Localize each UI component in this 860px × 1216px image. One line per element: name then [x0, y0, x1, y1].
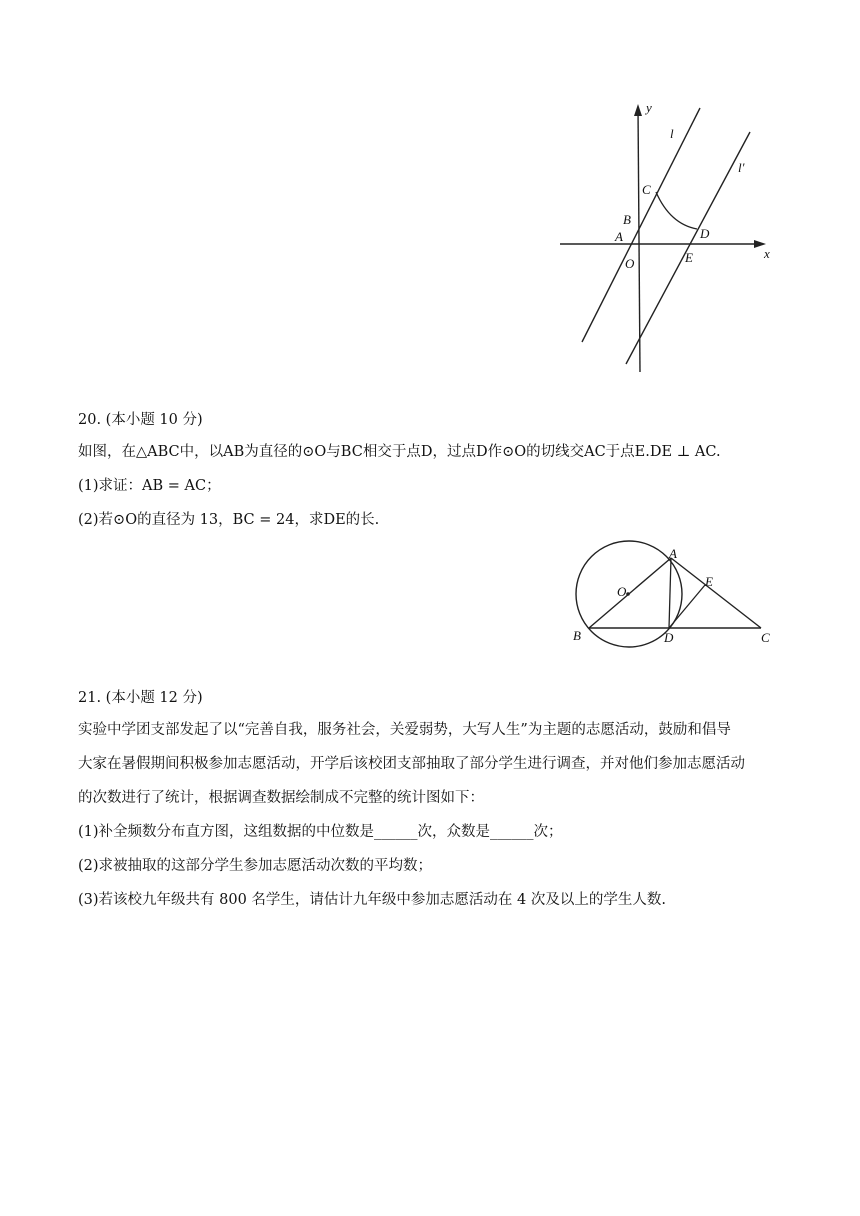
label-d: D [700, 226, 710, 241]
q21-stem-line2: 大家在暑假期间积极参加志愿活动，开学后该校团支部抽取了部分学生进行调查，并对他们参加志愿活动 [78, 756, 745, 772]
y-axis [638, 108, 640, 372]
label-c: C [642, 182, 651, 197]
q21-heading: 21. (本小题 12 分) [78, 690, 203, 706]
label-x: x [764, 246, 770, 261]
q20-part2: (2)若⊙O的直径为 13，BC = 24，求DE的长. [78, 512, 380, 528]
label-l-prime: l′ [738, 160, 745, 175]
circle-triangle-figure [565, 536, 780, 651]
segment-ad [669, 558, 671, 628]
label-b: B [623, 212, 631, 227]
line-l [582, 108, 700, 342]
q20-stem: 如图，在△ABC中，以AB为直径的⊙O与BC相交于点D，过点D作⊙O的切线交AC于点E.DE ⊥ AC. [78, 444, 721, 460]
q21-part3: (3)若该校九年级共有 800 名学生，请估计九年级中参加志愿活动在 4 次及以上的学生人数. [78, 892, 666, 908]
q21-part1: (1)补全频数分布直方图，这组数据的中位数是______次，众数是______次； [78, 824, 563, 840]
label-o: O [617, 584, 627, 599]
label-e: E [685, 250, 693, 265]
label-l: l [670, 126, 674, 141]
label-a: A [669, 546, 677, 561]
label-d: D [664, 630, 674, 645]
q21-stem-line1: 实验中学团支部发起了以“完善自我，服务社会，关爱弱势，大写人生”为主题的志愿活动，鼓励和倡导 [78, 722, 731, 738]
y-axis-arrow [634, 104, 642, 116]
coordinate-figure [560, 96, 780, 376]
segment-de [669, 585, 705, 628]
label-a: A [615, 229, 623, 244]
label-e: E [705, 574, 713, 589]
center-o-dot [626, 592, 630, 596]
side-ac [671, 558, 761, 628]
q20-heading: 20. (本小题 10 分) [78, 412, 203, 428]
label-y: y [646, 100, 652, 115]
q21-stem-line3: 的次数进行了统计，根据调查数据绘制成不完整的统计图如下： [78, 790, 484, 806]
q20-part1: (1)求证：AB = AC； [78, 478, 221, 494]
side-ab [589, 558, 671, 628]
q21-part2: (2)求被抽取的这部分学生参加志愿活动次数的平均数； [78, 858, 433, 874]
arc-cd [656, 192, 697, 229]
label-c: C [761, 630, 770, 645]
label-o: O [625, 256, 635, 271]
label-b: B [573, 628, 581, 643]
line-l-prime [626, 132, 750, 364]
